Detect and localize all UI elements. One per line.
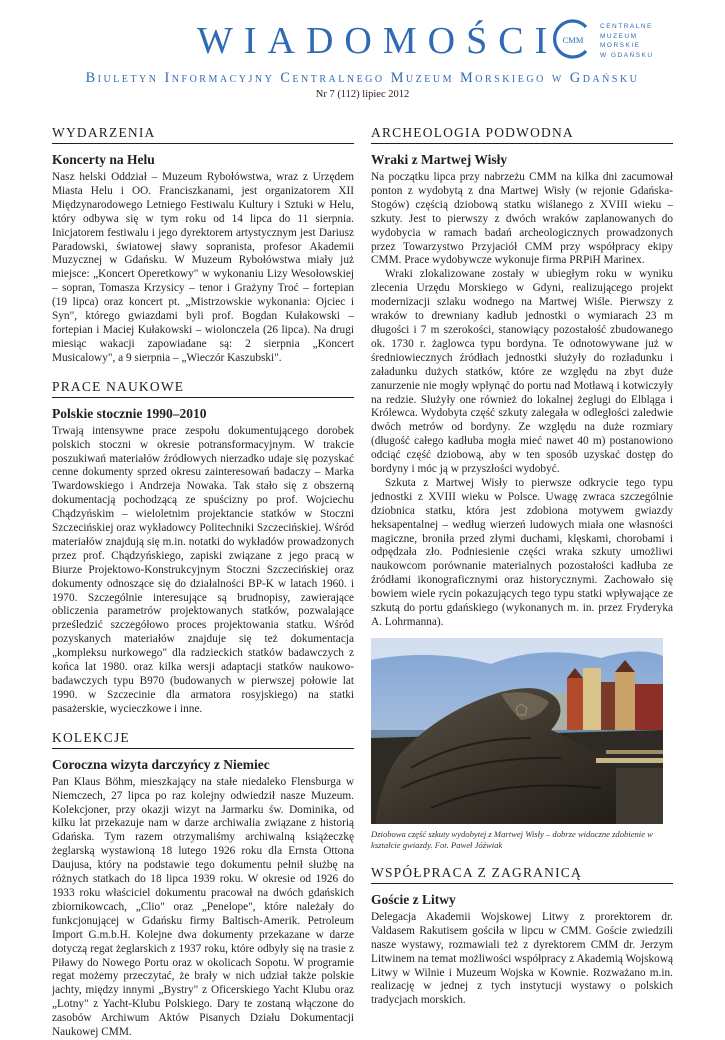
article-body <box>52 776 354 1040</box>
section-archeologia <box>371 125 673 851</box>
article-title: Wraki z Martwej Wisły <box>371 152 508 167</box>
article-title: Koncerty na Helu <box>52 152 155 167</box>
article-title: Coroczna wizyta darczyńcy z Niemiec <box>52 756 270 772</box>
section-kolekcje <box>52 730 354 1040</box>
section-wspolpraca <box>371 865 673 1008</box>
section-wydarzenia <box>52 125 354 366</box>
paragraph: Na początku lipca przy nabrzeżu CMM na kilka dni zacumował ponton z wydobytą z dna Martwej Wisły (w rejonie Gdańska-Stogów) częścią dziobową statku wiślanego z XVIII wieku – szkuty. Jest to pierwszy z dwóch wraków zaplanowanych do wydobycia w ramach badań archeologicznych prowadzonych przez Towarzystwo Przyjaciół CMM przy współpracy ekipy CMM. Prace wydobywcze wykonuje firma PRPiH Marinex. <box>371 171 673 267</box>
section-heading: WSPÓŁPRACA Z ZAGRANICĄ <box>371 865 673 884</box>
museum-logo <box>550 18 592 60</box>
photo-caption: Dziobowa część szkuty wydobytej z Martwej Wisły – dobrze widoczne zdobienie w kształcie gwiazdy. Fot. Paweł Jóźwiak <box>371 828 653 850</box>
paragraph: Pan Klaus Böhm, mieszkający na stałe niedaleko Flensburga w Niemczech, 27 lipca po raz kolejny odwiedził nasze Muzeum. Kolekcjoner, przy okazji wizyt na Jarmarku św. Dominika, od kilku lat przekazuje nam w darze archiwalia związane z historią Gdańska. Tym razem otrzymaliśmy archiwalną książeczkę żeglarską wystawioną 18 lutego 1926 roku dla Ernsta Ottona Daujusa, który na podstawie tego dokumentu pełnił służbę na różnych statkach do 18 lipca 1939 roku. W okresie od 1926 do 1933 roku właściciel dokumentu pracował na dwóch gdańskich zbiornikowcach, „Clio" oraz „Penelope", które należały do funkcjonującej w Gdańsku firmy Baltisch-Amerik. Petroleum Import G.m.b.H. Kolejne dwa dokumenty przekazane w darze dotyczą regat żeglarskich z 1937 roku, które odbyły się na trasie z Piławy do Nowego Portu oraz w okolicach Sopotu. W programie regat możemy przeczytać, że brały w nich udział także polskie jachty, między innymi „Bystry" z Oficerskiego Yacht Klubu oraz „Lotny" z Yacht-Klubu Polskiego. Dary te zostaną włączone do zasobów Archiwum Aktów Pisanych Działu Dokumentacji Naukowej CMM. <box>52 775 354 1039</box>
newsletter-title: WIADOMOŚCI <box>197 20 559 62</box>
logo-line: CENTRALNE <box>600 23 653 30</box>
paragraph: Trwają intensywne prace zespołu dokumentującego dorobek polskich stoczni w okresie potransformacyjnym. W trakcie poszukiwań materiałów źródłowych nierzadko udaje się pozyskać cenne dokumenty sprzed okresu zainteresowań badaczy – Marka Twardowskiego i Andrzeja Nowaka. Tak stało się z obszerną dokumentacją pochodzącą ze spuścizny po prof. Wojciechu Chądzyńskim – wieloletnim projektancie statków w Stoczni Szczecińskiej oraz wykładowcy Politechniki Szczecińskiej. Wśród materiałów znajdują się m.in. notatki do wykładów prowadzonych przez prof. Chądzyńskiego, zapiski związane z jego pracą w Biurze Projektowo-Konstrukcyjnym Stoczni Szczecińskiej oraz dokumenty odnoszące się do działalności BP-K w latach 1960. i 1970. Szczególnie interesujące są brudnopisy, zawierające obliczenia parametrów projektowanych statków, pozwalające prześledzić szczegółowo proces projektowania statku. Wśród pozyskanych materiałów znajduje się też dokumentacja „kompleksu nurkowego" dla radzieckich statków badawczych z końca lat 1980. oraz kilka wersji adaptacji statków naukowo-badawczych typu B970 (budowanych w pierwszej połowie lat 1990. w Szczecinie dla armatora rosyjskiego) na statki pasażerskie, wycieczkowe i inne. <box>52 424 354 715</box>
masthead <box>0 0 725 110</box>
article-body <box>52 425 354 717</box>
left-column <box>52 125 354 1040</box>
section-prace-naukowe <box>52 379 354 717</box>
paragraph: Nasz helski Oddział – Muzeum Rybołówstwa, wraz z Urzędem Miasta Helu i OO. Franciszkanami, jest organizatorem XII Międzynarodowego Letniego Festiwalu Kultury i Sztuki w Helu, który odbywa się w tym roku od 14 lipca do 11 sierpnia. Inicjatorem festiwalu i jego dyrektorem artystycznym jest Dariusz Paradowski, światowej sławy sopranista, profesor Akademii Muzycznej w Gdańsku. W Muzeum Rybołówstwa miały już miejsce: „Koncert Operetkowy" w wykonaniu Lizy Wesołowskiej – sopran, Tomasza Krzysicy – tenor i Grażyny Troć – fortepian (19 lipca) oraz koncert pt. „Mistrzowskie wykonania: Ojciec i Syn", którego gwiazdami byli prof. Bogdan Kułakowski – fortepian i Maciej Kułakowski – wiolonczela (26 lipca). Na drugi miesiąc wakacji zapowiadane są: 2 sierpnia „Koncert Musicalowy", a 9 sierpnia – „Wieczór Kaszubski". <box>52 171 354 364</box>
article-title: Polskie stocznie 1990–2010 <box>52 405 207 421</box>
section-heading: WYDARZENIA <box>52 125 354 144</box>
paragraph: Wraki zlokalizowane zostały w ubiegłym roku w wyniku zlecenia Urzędu Morskiego w Gdyni, realizującego projekt modernizacji szlaku wodnego na Martwej Wiśle. Pierwszy z wraków to drewniany kadłub jednostki o wymiarach 23 m długości i 7 m szerokości, stanowiący pozostałość zbudowanego ok. 1730 r. żaglowca typu bordyna. Te odnotowywane już w średniowiecznych źródłach jednostki służyły do rozładunku i załadunku dużych statków, które ze względu na zbyt duże zanurzenie nie mogły wpłynąć do portu nad Motławą i kotwiczyły na redzie. Służyły one również do lokalnej żeglugi do Elbląga i Królewca. Wydobyta część szkuty zalegała w odległości zaledwie dwóch metrów od bordyny. Ze względu na duże rozmiary (długość całego kadłuba mogła mieć nawet 40 m) postanowiono odciąć część dziobową, aby w ten sposób uzyskać dostęp do bordyny i móc ją w przyszłości wydobyć. <box>371 268 673 476</box>
section-heading: ARCHEOLOGIA PODWODNA <box>371 125 673 144</box>
logo-line: MUZEUM <box>600 32 638 40</box>
article-body <box>371 171 673 630</box>
museum-name-stack <box>600 22 654 60</box>
newsletter-subtitle: Biuletyn Informacyjny Centralnego Muzeum Morskiego w Gdańsku <box>85 70 640 86</box>
paragraph: Delegacja Akademii Wojskowej Litwy z prorektorem dr. Valdasem Rakutisem gościła w lipcu w CMM. Goście zwiedzili nasze wystawy, rozmawiali też z dyrektorem CMM dr. Jerzym Litwinem na temat możliwości współpracy z Akademią Wojskową Litwy w Wilnie i Muzeum Wojska w Kownie. Rozważano m.in. realizację w jednej z tych instytucji wystawy o polskich tradycjach morskich. <box>371 910 673 1007</box>
article-title: Goście z Litwy <box>371 891 456 907</box>
issue-number: Nr 7 (112) lipiec 2012 <box>315 89 410 100</box>
logo-line: MORSKIE <box>600 42 641 49</box>
logo-text: CMM <box>562 35 584 45</box>
logo-line: W GDAŃSKU <box>600 51 654 59</box>
right-column <box>371 125 673 1008</box>
section-heading: PRACE NAUKOWE <box>52 379 354 398</box>
wreck-photo <box>371 638 663 824</box>
paragraph: Szkuta z Martwej Wisły to pierwsze odkrycie tego typu jednostki z XVIII wieku w Polsce. Uwagę zwraca szczególnie dziobnica statku, która jest zdobiona motywem gwiazdy heksapentalnej – według wierzeń ludowych miała one własności magiczne, broniła przed złymi duchami, klęskami, chorobami i odpędzała zło. Podniesienie części wraka szkuty umożliwi naukowcom porównanie materialnych pozostałości kadłuba ze źródłami ikonograficznymi oraz historycznymi. Zachowało się bowiem wiele rycin pokazujących tego typu statki wpływające ze szkutą do portu gdańskiego (wykonanych m. in. przez Fryderyka A. Lohrmanna). <box>371 476 673 628</box>
section-heading: KOLEKCJE <box>52 730 354 749</box>
article-body <box>52 171 354 366</box>
article-body <box>371 911 673 1008</box>
